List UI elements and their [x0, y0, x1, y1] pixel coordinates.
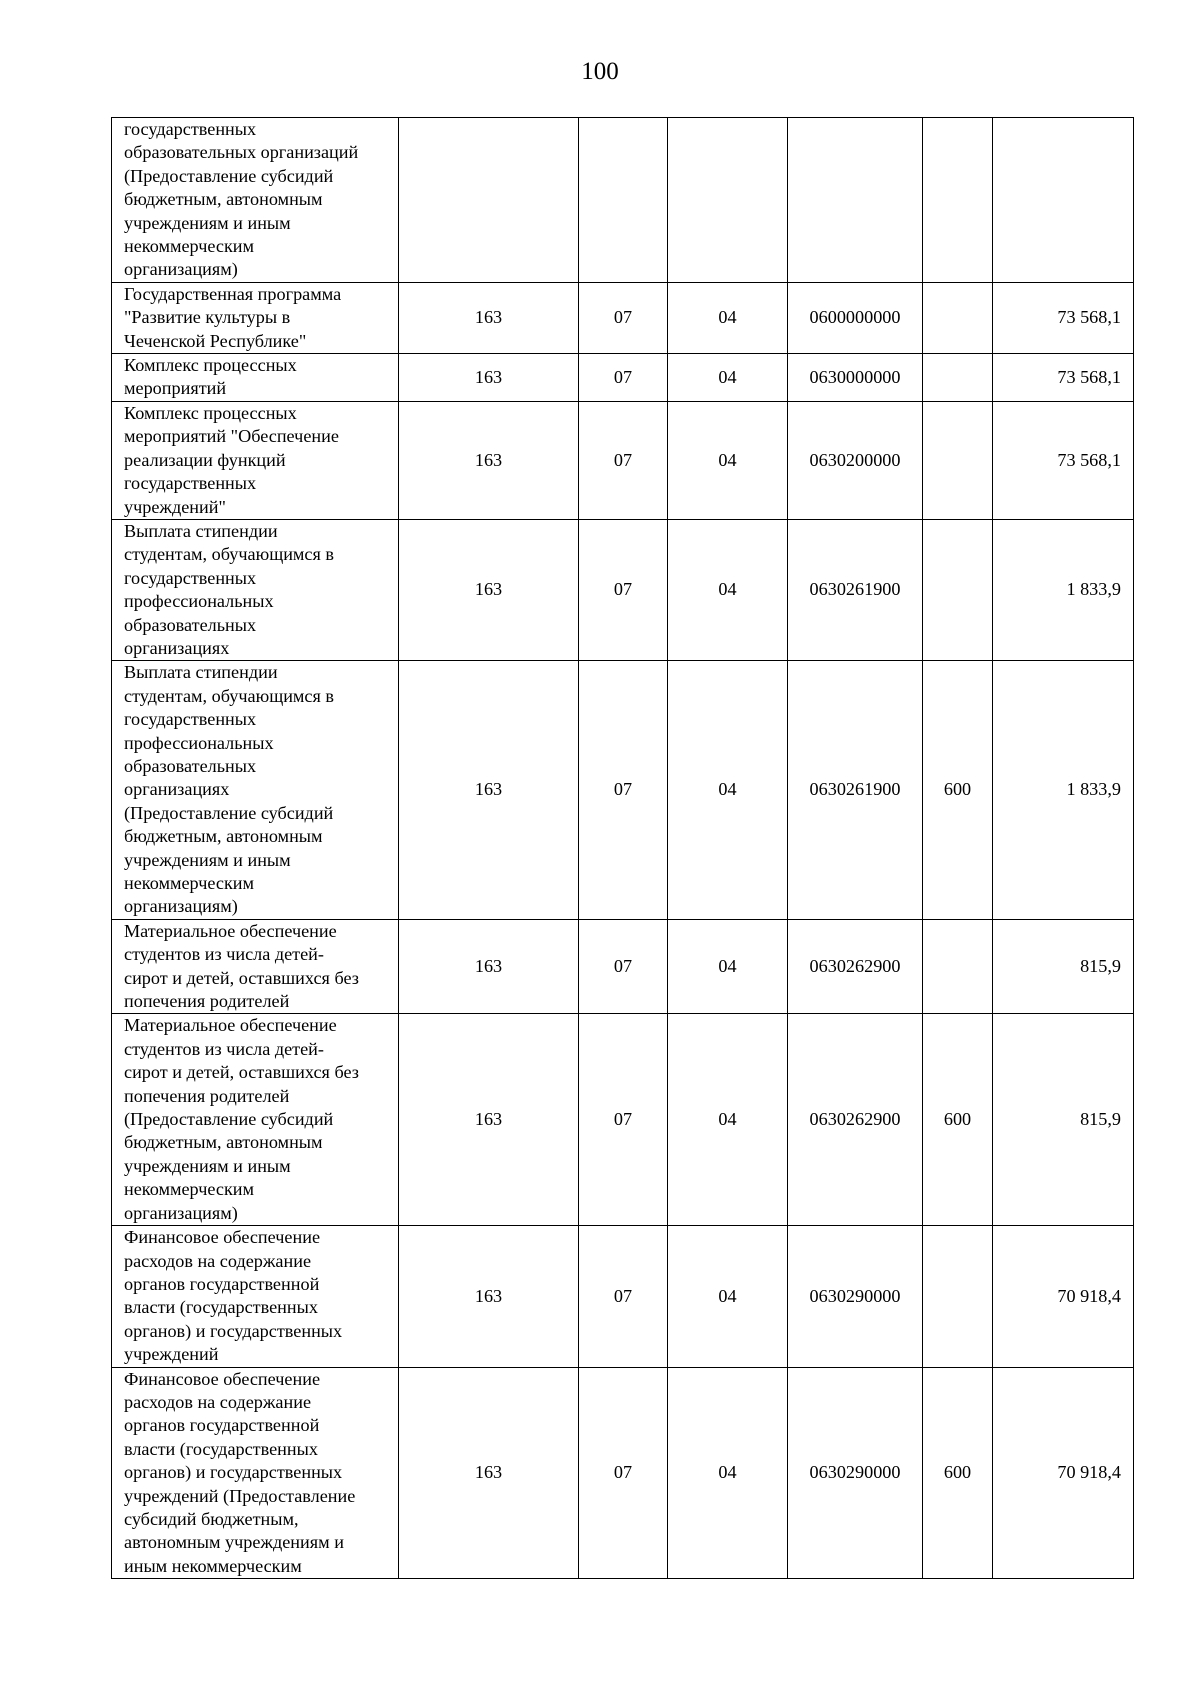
ministry-code-cell [399, 1014, 579, 1226]
target-article-cell [788, 1367, 923, 1579]
section-code-text: 07 [613, 366, 633, 387]
expense-name-cell [112, 401, 399, 519]
amount-cell [993, 661, 1134, 919]
target-article-text: 0600000000 [809, 307, 901, 328]
expense-name-cell [112, 519, 399, 660]
section-code-cell [579, 118, 668, 283]
subsection-code-text: 04 [718, 579, 737, 600]
table-row [112, 1226, 1134, 1367]
ministry-code-text: 163 [474, 366, 503, 387]
budget-table [111, 117, 1134, 1579]
expense-name-text: Материальное обеспечение студентов из числа детей- сирот и детей, оставшихся без попечения родителей [124, 920, 359, 1012]
target-article-cell [788, 401, 923, 519]
expense-type-text: 600 [943, 779, 972, 800]
expense-name-cell [112, 282, 399, 353]
target-article-cell [788, 282, 923, 353]
ministry-code-cell [399, 1226, 579, 1367]
ministry-code-cell [399, 282, 579, 353]
subsection-code-text: 04 [718, 1462, 737, 1483]
expense-name-cell [112, 1014, 399, 1226]
ministry-code-text: 163 [474, 579, 503, 600]
section-code-text: 07 [613, 307, 633, 328]
section-code-cell [579, 1014, 668, 1226]
amount-cell [993, 519, 1134, 660]
target-article-text: 0630290000 [809, 1462, 901, 1483]
table-row [112, 401, 1134, 519]
ministry-code-text: 163 [474, 1285, 503, 1306]
subsection-code-text: 04 [718, 307, 737, 328]
ministry-code-text: 163 [474, 449, 503, 470]
amount-text: 1 833,9 [1066, 779, 1121, 800]
target-article-cell [788, 519, 923, 660]
section-code-cell [579, 401, 668, 519]
subsection-code-text: 04 [718, 1285, 737, 1306]
expense-name-cell [112, 118, 399, 283]
section-code-text: 07 [613, 449, 633, 470]
expense-name-text: Комплекс процессных мероприятий [124, 355, 297, 399]
section-code-cell [579, 1226, 668, 1367]
amount-text: 70 918,4 [1057, 1285, 1121, 1306]
expense-name-text: Выплата стипендии студентам, обучающимся в государственных профессиональных образовательных организациях (Предоставление субсидий бюджетным, автономным учреждениям и иным некоммерческим организациям) [124, 662, 335, 917]
subsection-code-text: 04 [718, 366, 737, 387]
expense-name-text: Комплекс процессных мероприятий "Обеспечение реализации функций государственных учреждений" [124, 402, 339, 517]
expense-name-text: Выплата стипендии студентам, обучающимся в государственных профессиональных образовательных организациях [124, 520, 335, 658]
subsection-code-cell [668, 1014, 788, 1226]
subsection-code-text: 04 [718, 779, 737, 800]
ministry-code-cell [399, 1367, 579, 1579]
expense-name-text: Государственная программа "Развитие культуры в Чеченской Республике" [124, 283, 342, 351]
amount-cell [993, 1014, 1134, 1226]
target-article-text: 0630262900 [809, 1109, 901, 1130]
ministry-code-cell [399, 354, 579, 402]
target-article-cell [788, 919, 923, 1014]
amount-cell [993, 401, 1134, 519]
expense-type-text: 600 [943, 1109, 972, 1130]
section-code-cell [579, 919, 668, 1014]
expense-name-cell [112, 919, 399, 1014]
ministry-code-text: 163 [474, 955, 503, 976]
expense-type-cell [923, 118, 993, 283]
subsection-code-cell [668, 519, 788, 660]
expense-type-cell [923, 282, 993, 353]
expense-name-cell [112, 354, 399, 402]
amount-cell [993, 354, 1134, 402]
target-article-text: 0630290000 [809, 1285, 901, 1306]
target-article-cell [788, 118, 923, 283]
budget-table-body [112, 118, 1134, 1579]
expense-type-cell [923, 519, 993, 660]
ministry-code-cell [399, 401, 579, 519]
section-code-cell [579, 661, 668, 919]
section-code-text: 07 [613, 1285, 633, 1306]
amount-text: 73 568,1 [1057, 449, 1121, 470]
subsection-code-text: 04 [718, 1109, 737, 1130]
section-code-cell [579, 282, 668, 353]
section-code-text: 07 [613, 579, 633, 600]
subsection-code-cell [668, 919, 788, 1014]
page-number: 100 [581, 58, 619, 85]
expense-name-cell [112, 661, 399, 919]
ministry-code-text: 163 [474, 779, 503, 800]
section-code-text: 07 [613, 955, 633, 976]
subsection-code-text: 04 [718, 449, 737, 470]
section-code-text: 07 [613, 1462, 633, 1483]
ministry-code-cell [399, 519, 579, 660]
subsection-code-text: 04 [718, 955, 737, 976]
subsection-code-cell [668, 1367, 788, 1579]
table-row [112, 354, 1134, 402]
ministry-code-cell [399, 661, 579, 919]
table-row [112, 1367, 1134, 1579]
expense-type-cell [923, 919, 993, 1014]
target-article-text: 0630000000 [809, 366, 901, 387]
table-row [112, 919, 1134, 1014]
target-article-cell [788, 1226, 923, 1367]
amount-cell [993, 282, 1134, 353]
target-article-text: 0630262900 [809, 955, 901, 976]
expense-type-cell [923, 1367, 993, 1579]
expense-type-cell [923, 1014, 993, 1226]
ministry-code-text: 163 [474, 307, 503, 328]
table-row [112, 118, 1134, 283]
target-article-cell [788, 354, 923, 402]
amount-text: 815,9 [1080, 1109, 1121, 1130]
table-row [112, 519, 1134, 660]
expense-type-cell [923, 1226, 993, 1367]
expense-name-text: государственных образовательных организаций (Предоставление субсидий бюджетным, автономным учреждениям и иным некоммерческим организациям) [124, 119, 359, 280]
expense-type-cell [923, 661, 993, 919]
amount-text: 73 568,1 [1057, 307, 1121, 328]
table-row [112, 282, 1134, 353]
target-article-text: 0630261900 [809, 779, 901, 800]
subsection-code-cell [668, 401, 788, 519]
amount-text: 815,9 [1080, 955, 1121, 976]
expense-name-text: Финансовое обеспечение расходов на содержание органов государственной власти (государственных органов) и государственных учреждений [124, 1227, 343, 1365]
subsection-code-cell [668, 661, 788, 919]
amount-cell [993, 1367, 1134, 1579]
subsection-code-cell [668, 282, 788, 353]
section-code-cell [579, 354, 668, 402]
expense-name-cell [112, 1226, 399, 1367]
section-code-cell [579, 519, 668, 660]
target-article-text: 0630200000 [809, 449, 901, 470]
expense-name-text: Материальное обеспечение студентов из числа детей- сирот и детей, оставшихся без попечения родителей (Предоставление субсидий бюджетным, автономным учреждениям и иным некоммерческим организациям) [124, 1015, 359, 1223]
expense-type-cell [923, 401, 993, 519]
ministry-code-cell [399, 118, 579, 283]
amount-cell [993, 919, 1134, 1014]
expense-type-text: 600 [943, 1462, 972, 1483]
section-code-cell [579, 1367, 668, 1579]
table-row [112, 1014, 1134, 1226]
target-article-cell [788, 661, 923, 919]
amount-cell [993, 1226, 1134, 1367]
section-code-text: 07 [613, 779, 633, 800]
ministry-code-text: 163 [474, 1109, 503, 1130]
table-row [112, 661, 1134, 919]
ministry-code-cell [399, 919, 579, 1014]
expense-name-cell [112, 1367, 399, 1579]
target-article-text: 0630261900 [809, 579, 901, 600]
section-code-text: 07 [613, 1109, 633, 1130]
expense-type-cell [923, 354, 993, 402]
ministry-code-text: 163 [474, 1462, 503, 1483]
amount-cell [993, 118, 1134, 283]
subsection-code-cell [668, 118, 788, 283]
target-article-cell [788, 1014, 923, 1226]
amount-text: 1 833,9 [1066, 579, 1121, 600]
subsection-code-cell [668, 354, 788, 402]
amount-text: 73 568,1 [1057, 366, 1121, 387]
amount-text: 70 918,4 [1057, 1462, 1121, 1483]
subsection-code-cell [668, 1226, 788, 1367]
expense-name-text: Финансовое обеспечение расходов на содержание органов государственной власти (государственных органов) и государственных учреждений (Предоставление субсидий бюджетным, автономным учреждениям и иным некоммерческим [124, 1368, 356, 1576]
